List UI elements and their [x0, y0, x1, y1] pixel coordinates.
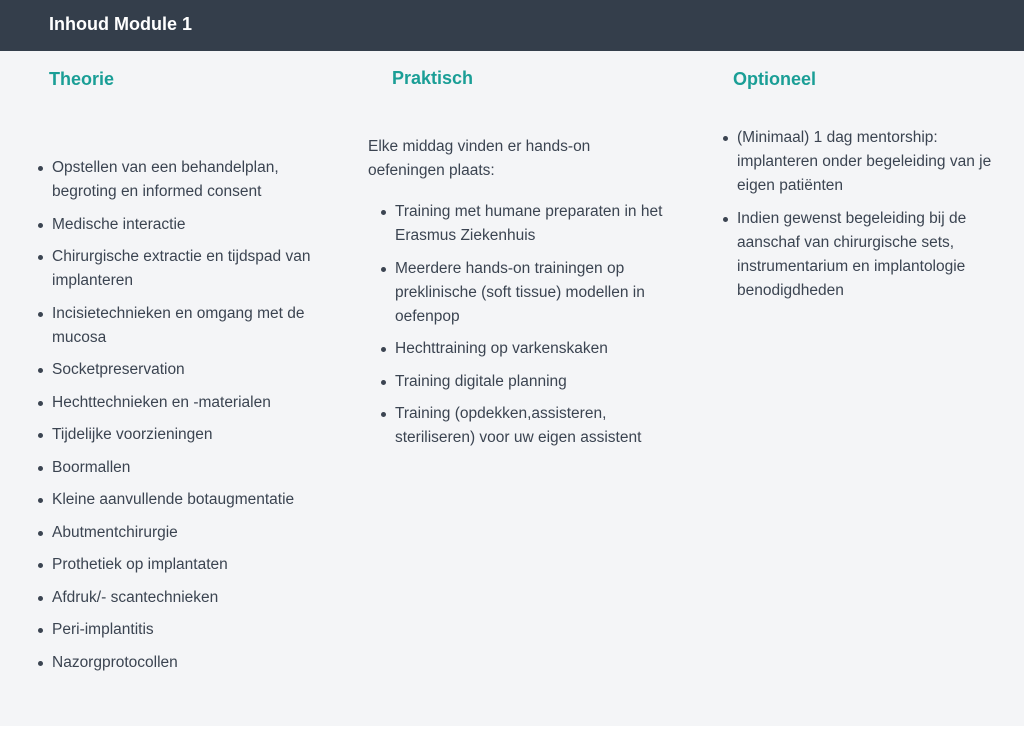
list-item: Abutmentchirurgie	[38, 521, 333, 545]
page-title: Inhoud Module 1	[49, 14, 192, 34]
praktisch-list	[381, 200, 671, 459]
list-item: Indien gewenst begeleiding bij de aanschaf van chirurgische sets, instrumentarium en implantologie benodigdheden	[723, 207, 1013, 303]
header	[0, 0, 1024, 51]
list-item: Nazorgprotocollen	[38, 651, 333, 675]
list-item: Incisietechnieken en omgang met de mucosa	[38, 302, 333, 350]
optioneel-list	[723, 126, 1013, 311]
list-item: Chirurgische extractie en tijdspad van implanteren	[38, 245, 333, 293]
list-item: Training met humane preparaten in het Erasmus Ziekenhuis	[381, 200, 671, 248]
list-item: Opstellen van een behandelplan, begroting en informed consent	[38, 156, 333, 204]
list-item: (Minimaal) 1 dag mentorship: implanteren onder begeleiding van je eigen patiënten	[723, 126, 1013, 198]
list-item: Afdruk/- scantechnieken	[38, 586, 333, 610]
list-item: Hechttraining op varkenskaken	[381, 337, 671, 361]
list-item: Prothetiek op implantaten	[38, 553, 333, 577]
praktisch-intro: Elke middag vinden er hands-on oefeningen plaats:	[368, 138, 591, 179]
list-item: Training digitale planning	[381, 370, 671, 394]
theorie-heading: Theorie	[49, 69, 115, 89]
optioneel-heading: Optioneel	[733, 69, 817, 89]
list-item: Peri-implantitis	[38, 618, 333, 642]
list-item: Boormallen	[38, 456, 333, 480]
theorie-list	[38, 156, 333, 683]
list-item: Training (opdekken,assisteren, steriliseren) voor uw eigen assistent	[381, 402, 671, 450]
module-content	[0, 51, 1024, 726]
list-item: Tijdelijke voorzieningen	[38, 423, 333, 447]
praktisch-heading: Praktisch	[392, 68, 474, 88]
list-item: Medische interactie	[38, 213, 333, 237]
list-item: Meerdere hands-on trainingen op preklinische (soft tissue) modellen in oefenpop	[381, 257, 671, 329]
list-item: Hechttechnieken en -materialen	[38, 391, 333, 415]
list-item: Socketpreservation	[38, 358, 333, 382]
list-item: Kleine aanvullende botaugmentatie	[38, 488, 333, 512]
